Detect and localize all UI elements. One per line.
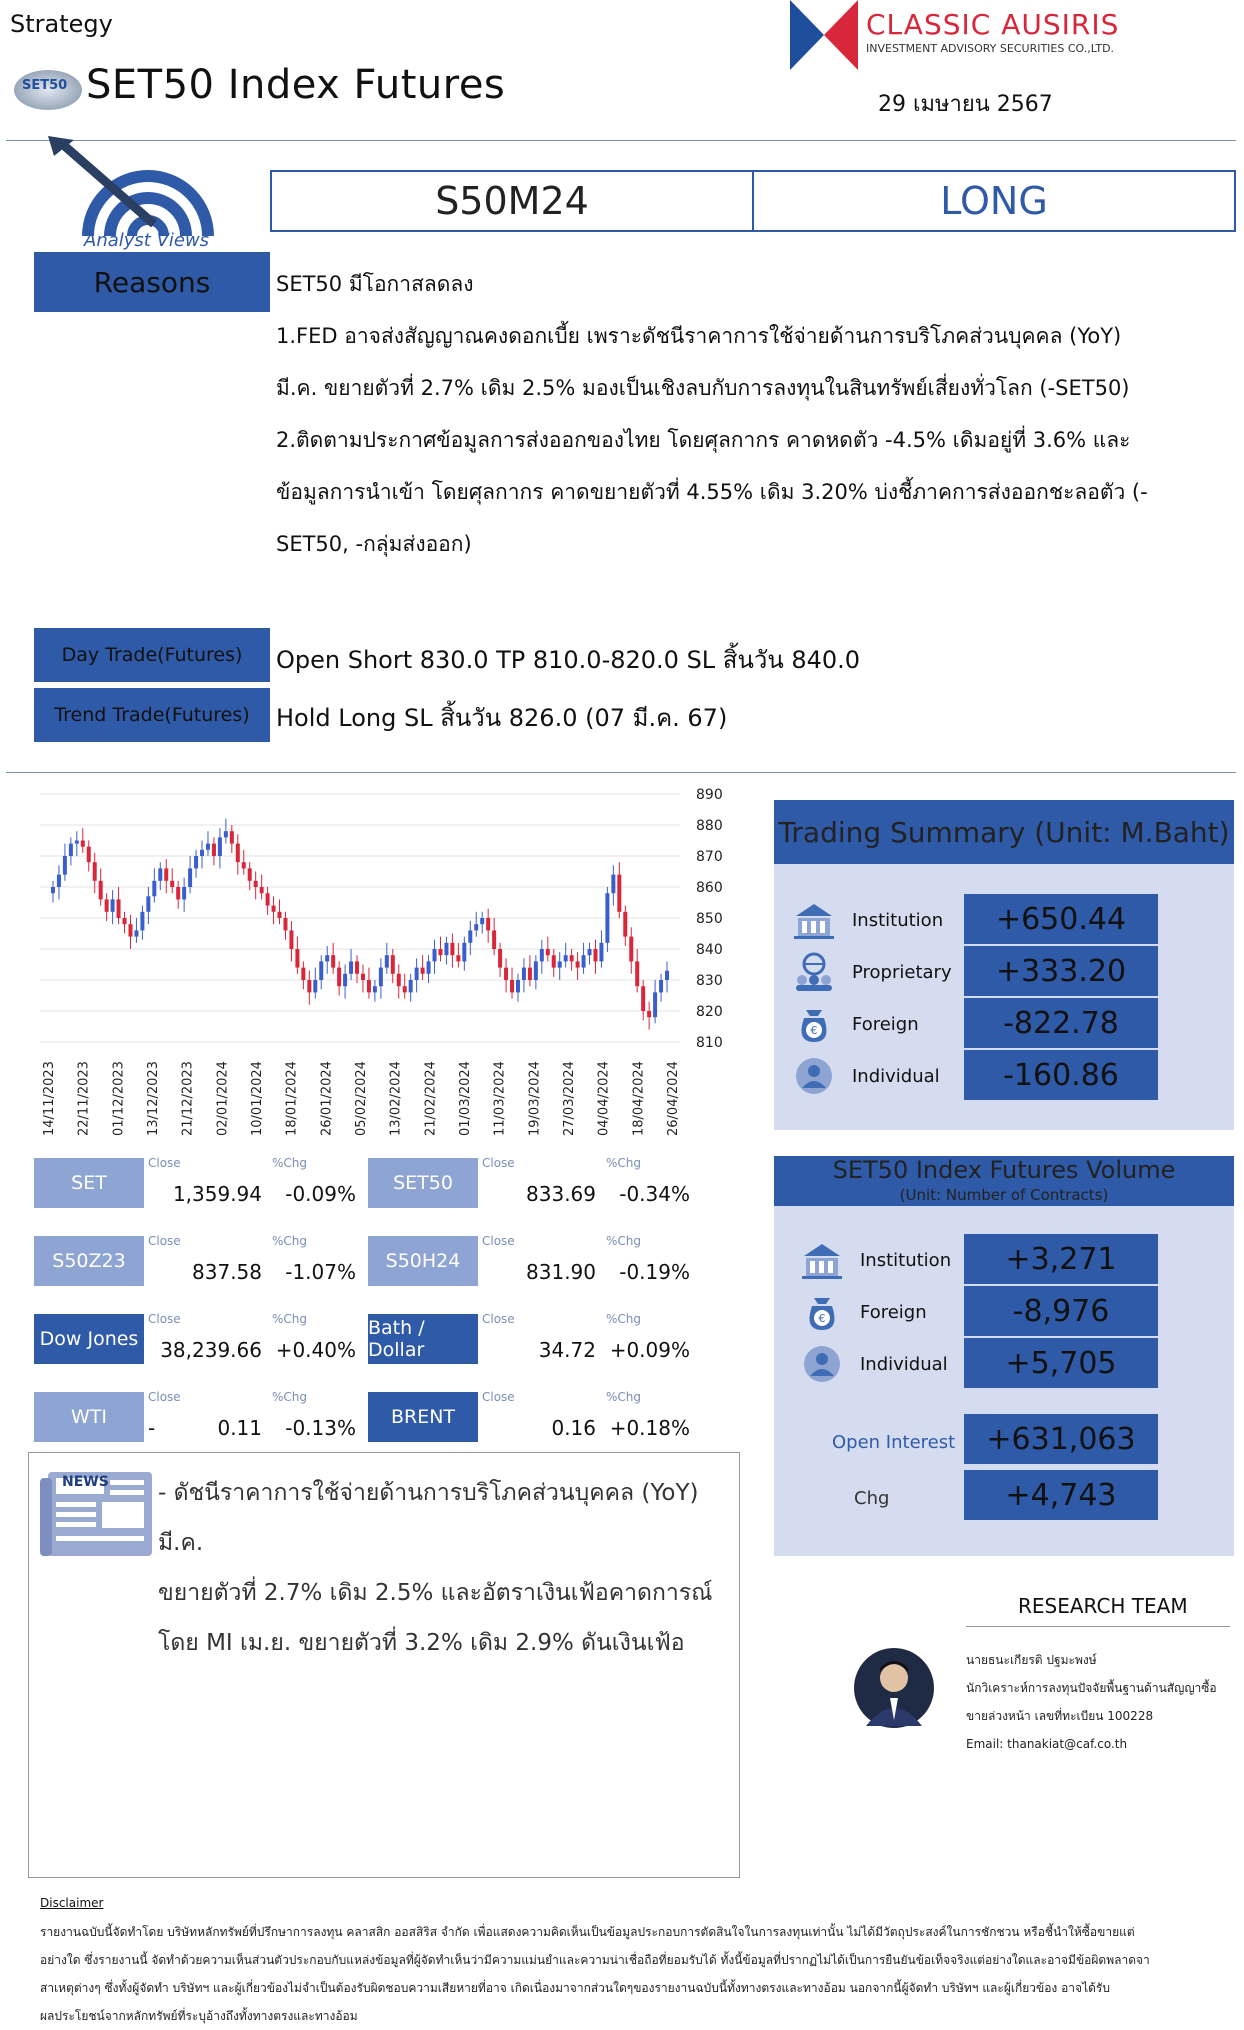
reason-line: 2.ติดตามประกาศข้อมูลการส่งออกของไทย โดยศุลกากร คาดหดตัว -4.5% เดิมอยู่ที่ 3.6% และ bbox=[276, 428, 1131, 452]
candle-body bbox=[105, 899, 109, 911]
x-tick-label: 05/02/2024 bbox=[354, 1061, 369, 1136]
close-value: 1,359.94 bbox=[172, 1182, 262, 1206]
y-tick-label: 860 bbox=[696, 880, 723, 896]
candle-body bbox=[164, 868, 168, 880]
stat-name: BRENT bbox=[368, 1392, 478, 1442]
close-label: Close bbox=[482, 1234, 515, 1248]
candle-body bbox=[373, 986, 377, 992]
y-tick-label: 880 bbox=[696, 818, 723, 834]
candle-body bbox=[117, 899, 121, 918]
news-badge: NEWS bbox=[62, 1474, 109, 1490]
candle-body bbox=[629, 937, 633, 962]
candle-body bbox=[230, 831, 234, 843]
candle-body bbox=[647, 1011, 651, 1017]
x-tick-label: 01/03/2024 bbox=[458, 1061, 473, 1136]
section-label: Strategy bbox=[10, 10, 113, 38]
individual-icon-wrap bbox=[800, 1344, 844, 1388]
close-label: Close bbox=[148, 1390, 181, 1404]
disclaimer-line: ผลประโยชน์จากหลักทรัพย์ที่ระบุอ้างถึงทั้งทางตรงและทางอ้อม bbox=[40, 2009, 358, 2023]
individual-icon bbox=[800, 1344, 844, 1384]
candle-body bbox=[140, 912, 144, 931]
disclaimer-line: สาเหตุต่างๆ ซึ่งทั้งผู้จัดทำ บริษัทฯ และผู้เกี่ยวข้องไม่จำเป็นต้องรับผิดชอบความเสียหายที่อาจ เกิดเนื่องมาจากส่วนใดๆของรายงานฉบับนี้ทั้งทางตรงและทางอ้อม นอกจากนี้ผู้จัดทำ บริษัทฯ และผู้เกี่ยวข้อง อาจได้รับ bbox=[40, 1981, 1110, 1995]
candle-body bbox=[385, 955, 389, 967]
close-label: Close bbox=[482, 1390, 515, 1404]
candle-body bbox=[611, 875, 615, 894]
candle-body bbox=[582, 955, 586, 967]
disclaimer-line: รายงานฉบับนี้จัดทำโดย บริษัทหลักทรัพย์ที่ปรึกษาการลงทุน คลาสสิก ออสสิริส จำกัด เพื่อแสดงความคิดเห็นเป็นข้อมูลประกอบการตัดสินใจในการลงทุนเท่านั้น ไม่ได้มีวัตถุประสงค์ในการชักชวน หรือชี้นำให้ซื้อขายแต่ bbox=[40, 1925, 1135, 1939]
candle-body bbox=[456, 955, 460, 961]
candle-body bbox=[319, 961, 323, 980]
foreign-icon-wrap bbox=[792, 1004, 836, 1048]
candle-body bbox=[540, 949, 544, 961]
research-team-title: RESEARCH TEAM bbox=[1018, 1594, 1188, 1618]
candle-body bbox=[75, 841, 79, 844]
candle-body bbox=[307, 980, 311, 992]
oi-chg-value: +4,743 bbox=[964, 1470, 1158, 1520]
institution-icon bbox=[800, 1240, 844, 1280]
candle-body bbox=[218, 837, 222, 856]
divider bbox=[966, 1626, 1230, 1627]
candle-body bbox=[289, 930, 293, 949]
close-label: Close bbox=[482, 1156, 515, 1170]
candle-body bbox=[480, 918, 484, 924]
divider bbox=[6, 772, 1236, 773]
candle-body bbox=[361, 974, 365, 980]
candle-body bbox=[355, 961, 359, 973]
x-tick-label: 26/01/2024 bbox=[319, 1061, 335, 1136]
candle-body bbox=[206, 844, 210, 850]
x-tick-label: 13/12/2023 bbox=[146, 1061, 161, 1136]
reasons-text bbox=[276, 258, 1226, 570]
candle-body bbox=[176, 887, 180, 899]
candle-body bbox=[665, 971, 669, 980]
row-label: Proprietary bbox=[852, 962, 952, 983]
close-value: 833.69 bbox=[526, 1182, 596, 1206]
row-label: Foreign bbox=[852, 1014, 919, 1035]
stat-name: Dow Jones bbox=[34, 1314, 144, 1364]
candle-body bbox=[224, 831, 228, 837]
volume-subtitle: (Unit: Number of Contracts) bbox=[899, 1186, 1109, 1204]
foreign-icon-wrap bbox=[800, 1292, 844, 1336]
news-line: - ดัชนีราคาการใช้จ่ายด้านการบริโภคส่วนบุคคล (YoY) มี.ค. bbox=[158, 1480, 699, 1556]
candle-body bbox=[444, 943, 448, 955]
candle-body bbox=[266, 893, 270, 905]
set50-futures-logo bbox=[14, 70, 82, 110]
x-tick-label: 26/04/2024 bbox=[666, 1061, 681, 1136]
candle-body bbox=[635, 961, 639, 986]
candle-body bbox=[254, 881, 258, 887]
x-tick-label: 27/03/2024 bbox=[562, 1061, 577, 1136]
report-date: 29 เมษายน 2567 bbox=[878, 92, 1053, 117]
logo-text: SET50 bbox=[22, 78, 68, 93]
close-value: 831.90 bbox=[526, 1260, 596, 1284]
analyst-email: Email: thanakiat@caf.co.th bbox=[966, 1737, 1128, 1751]
news-line: ขยายตัวที่ 2.7% เดิม 2.5% และอัตราเงินเฟ้อคาดการณ์ bbox=[158, 1580, 713, 1606]
candle-body bbox=[260, 887, 264, 893]
y-tick-label: 870 bbox=[696, 849, 723, 865]
candle-body bbox=[498, 949, 502, 968]
institution-icon-wrap bbox=[792, 900, 836, 944]
candle-body bbox=[522, 968, 526, 980]
candle-body bbox=[69, 844, 73, 856]
brand-logo-icon bbox=[790, 0, 858, 70]
candle-body bbox=[599, 943, 603, 962]
candle-body bbox=[564, 955, 568, 961]
stat-name: SET50 bbox=[368, 1158, 478, 1208]
x-tick-label: 01/12/2023 bbox=[111, 1061, 127, 1136]
candle-body bbox=[200, 850, 204, 856]
y-tick-label: 820 bbox=[696, 1004, 723, 1020]
day-trade-text: Open Short 830.0 TP 810.0-820.0 SL สิ้นวัน 840.0 bbox=[276, 646, 861, 674]
reason-line: SET50, -กลุ่มส่งออก) bbox=[276, 532, 472, 556]
chg-label: %Chg bbox=[272, 1312, 308, 1326]
candle-body bbox=[641, 986, 645, 1011]
candle-body bbox=[659, 980, 663, 992]
chg-value: -0.34% bbox=[619, 1182, 690, 1206]
candle-body bbox=[421, 968, 425, 974]
chg-value: -0.09% bbox=[285, 1182, 356, 1206]
institution-icon bbox=[792, 900, 836, 940]
x-tick-label: 02/01/2024 bbox=[215, 1061, 231, 1136]
candle-body bbox=[504, 968, 508, 980]
x-tick-label: 13/02/2024 bbox=[388, 1061, 404, 1136]
individual-icon-wrap bbox=[792, 1056, 836, 1100]
candle-body bbox=[63, 856, 67, 875]
y-tick-label: 890 bbox=[696, 787, 723, 803]
chg-label: %Chg bbox=[606, 1312, 642, 1326]
oi-chg-label: Chg bbox=[854, 1488, 890, 1509]
reason-line: ข้อมูลการนำเข้า โดยศุลกากร คาดขยายตัวที่ 4.55% เดิม 3.20% บ่งชี้ภาคการส่งออกชะลอตัว (- bbox=[276, 480, 1148, 504]
candle-body bbox=[146, 896, 150, 912]
candle-body bbox=[492, 930, 496, 949]
candle-body bbox=[450, 943, 454, 955]
candle-body bbox=[379, 968, 383, 987]
candle-body bbox=[403, 986, 407, 992]
disclaimer-heading: Disclaimer bbox=[40, 1896, 104, 1910]
candle-body bbox=[301, 968, 305, 980]
analyst-license: ขายล่วงหน้า เลขที่ทะเบียน 100228 bbox=[966, 1709, 1154, 1723]
candle-body bbox=[313, 980, 317, 992]
candle-body bbox=[99, 881, 103, 900]
candle-body bbox=[617, 875, 621, 912]
row-label: Institution bbox=[860, 1250, 952, 1271]
candle-body bbox=[123, 918, 127, 924]
x-tick-label: 18/01/2024 bbox=[284, 1061, 300, 1136]
candle-body bbox=[528, 968, 532, 980]
candle-body bbox=[111, 899, 115, 911]
x-tick-label: 04/04/2024 bbox=[596, 1061, 612, 1136]
row-value: +3,271 bbox=[964, 1234, 1158, 1284]
foreign-icon bbox=[800, 1292, 844, 1332]
trading-summary-title: Trading Summary (Unit: M.Baht) bbox=[774, 800, 1234, 864]
individual-icon bbox=[792, 1056, 836, 1096]
analyst-role: นักวิเคราะห์การลงทุนปัจจัยพื้นฐานด้านสัญญาซื้อ bbox=[966, 1681, 1217, 1695]
candle-body bbox=[546, 949, 550, 955]
candle-body bbox=[57, 875, 61, 887]
close-label: Close bbox=[148, 1234, 181, 1248]
candle-body bbox=[337, 968, 341, 987]
row-label: Individual bbox=[852, 1066, 940, 1087]
candle-body bbox=[588, 949, 592, 955]
reason-line: SET50 มีโอกาสลดลง bbox=[276, 272, 474, 296]
candle-body bbox=[576, 961, 580, 967]
disclaimer-text bbox=[40, 1918, 1236, 2030]
open-interest-label: Open Interest bbox=[832, 1432, 956, 1453]
row-value: -8,976 bbox=[964, 1286, 1158, 1336]
chg-value: +0.18% bbox=[609, 1416, 690, 1440]
candle-body bbox=[462, 943, 466, 962]
candle-body bbox=[325, 955, 329, 961]
candle-body bbox=[134, 930, 138, 936]
brand-name: CLASSIC AUSIRIS bbox=[866, 8, 1120, 41]
contract-view: LONG bbox=[940, 179, 1048, 223]
candle-body bbox=[409, 980, 413, 992]
stat-name: S50Z23 bbox=[34, 1236, 144, 1286]
candle-body bbox=[474, 924, 478, 930]
candle-body bbox=[433, 949, 437, 961]
candle-body bbox=[570, 955, 574, 961]
candle-body bbox=[558, 961, 562, 967]
target-icon bbox=[48, 136, 220, 236]
close-prefix: - bbox=[148, 1416, 156, 1440]
proprietary-icon-wrap bbox=[792, 952, 836, 996]
row-value: +5,705 bbox=[964, 1338, 1158, 1388]
close-value: 34.72 bbox=[538, 1338, 596, 1362]
y-tick-label: 840 bbox=[696, 942, 723, 958]
chg-label: %Chg bbox=[606, 1390, 642, 1404]
x-tick-label: 21/02/2024 bbox=[423, 1061, 439, 1136]
y-tick-label: 850 bbox=[696, 911, 723, 927]
candle-body bbox=[653, 992, 657, 1017]
close-label: Close bbox=[148, 1312, 181, 1326]
row-label: Individual bbox=[860, 1354, 948, 1375]
chg-label: %Chg bbox=[272, 1234, 308, 1248]
candle-body bbox=[331, 955, 335, 967]
row-value: -822.78 bbox=[964, 998, 1158, 1048]
row-label: Institution bbox=[852, 910, 944, 931]
close-value: 0.16 bbox=[551, 1416, 596, 1440]
disclaimer-line: อย่างใด ซึ่งรายงานนี้ จัดทำด้วยความเห็นส่วนตัวประกอบกับแหล่งข้อมูลที่ผู้จัดทำเห็นว่ามีความแม่นยำและความน่าเชื่อถือที่ยอมรับได้ ทั้งนี้ข้อมูลที่ปรากฏไม่ได้เป็นการยืนยันข้อเท็จจริงแต่อย่างใดและอาจมีข้อผิดพลาดจา bbox=[40, 1953, 1150, 1967]
analyst-avatar bbox=[852, 1646, 936, 1730]
y-tick-label: 810 bbox=[696, 1035, 723, 1051]
chg-label: %Chg bbox=[606, 1156, 642, 1170]
chg-value: -0.19% bbox=[619, 1260, 690, 1284]
candle-body bbox=[188, 868, 192, 887]
candle-body bbox=[248, 868, 252, 880]
page-title: SET50 Index Futures bbox=[86, 62, 506, 108]
row-value: -160.86 bbox=[964, 1050, 1158, 1100]
y-tick-label: 830 bbox=[696, 973, 723, 989]
candle-body bbox=[152, 881, 156, 897]
institution-icon-wrap bbox=[800, 1240, 844, 1284]
x-tick-label: 10/01/2024 bbox=[250, 1061, 265, 1136]
candle-body bbox=[51, 887, 55, 893]
news-line: โดย MI เม.ย. ขยายตัวที่ 3.2% เดิม 2.9% ดันเงินเฟ้อ bbox=[158, 1630, 685, 1656]
chg-value: -0.13% bbox=[285, 1416, 356, 1440]
candle-body bbox=[593, 949, 597, 961]
x-tick-label: 19/03/2024 bbox=[527, 1061, 543, 1136]
candle-body bbox=[278, 912, 282, 918]
candle-body bbox=[295, 949, 299, 968]
stat-name: WTI bbox=[34, 1392, 144, 1442]
candle-body bbox=[283, 918, 287, 930]
candle-body bbox=[170, 881, 174, 887]
chg-label: %Chg bbox=[272, 1390, 308, 1404]
candle-body bbox=[194, 856, 198, 868]
candle-body bbox=[212, 844, 216, 856]
chg-value: -1.07% bbox=[285, 1260, 356, 1284]
volume-title: SET50 Index Futures Volume bbox=[832, 1156, 1176, 1184]
candle-body bbox=[182, 887, 186, 899]
candle-body bbox=[87, 847, 91, 863]
close-value: 0.11 bbox=[217, 1416, 262, 1440]
chg-value: +0.40% bbox=[275, 1338, 356, 1362]
candle-body bbox=[397, 974, 401, 986]
stat-name: Bath / Dollar bbox=[368, 1314, 478, 1364]
candle-body bbox=[128, 924, 132, 936]
close-value: 837.58 bbox=[192, 1260, 262, 1284]
candle-body bbox=[93, 862, 97, 881]
close-label: Close bbox=[148, 1156, 181, 1170]
row-value: +650.44 bbox=[964, 894, 1158, 944]
set50-candlestick-chart bbox=[30, 780, 750, 1140]
candle-body bbox=[510, 980, 514, 992]
stat-name: S50H24 bbox=[368, 1236, 478, 1286]
candle-body bbox=[236, 844, 240, 863]
news-text bbox=[158, 1468, 738, 1668]
svg-text:€: € bbox=[818, 1312, 826, 1325]
candle-body bbox=[272, 906, 276, 912]
x-tick-label: 11/03/2024 bbox=[492, 1061, 508, 1136]
stat-name: SET bbox=[34, 1158, 144, 1208]
candle-body bbox=[516, 980, 520, 992]
analyst-info bbox=[966, 1646, 1217, 1758]
candle-body bbox=[468, 930, 472, 942]
candle-body bbox=[438, 949, 442, 955]
candle-body bbox=[427, 961, 431, 973]
candle-body bbox=[81, 841, 85, 847]
open-interest-value: +631,063 bbox=[964, 1414, 1158, 1464]
reason-line: มี.ค. ขยายตัวที่ 2.7% เดิม 2.5% มองเป็นเชิงลบกับการลงทุนในสินทรัพย์เสี่ยงทั่วโลก (-SET50) bbox=[276, 376, 1130, 400]
x-tick-label: 21/12/2023 bbox=[180, 1061, 196, 1136]
chg-label: %Chg bbox=[272, 1156, 308, 1170]
trend-trade-label: Trend Trade(Futures) bbox=[34, 688, 270, 742]
trend-trade-text: Hold Long SL สิ้นวัน 826.0 (07 มี.ค. 67) bbox=[276, 704, 728, 732]
candle-body bbox=[391, 955, 395, 974]
svg-text:€: € bbox=[810, 1024, 818, 1037]
candle-body bbox=[534, 961, 538, 980]
analyst-views-label: Analyst Views bbox=[84, 230, 210, 251]
close-value: 38,239.66 bbox=[160, 1338, 262, 1362]
reason-line: 1.FED อาจส่งสัญญาณคงดอกเบี้ย เพราะดัชนีราคาการใช้จ่ายด้านการบริโภคส่วนบุคคล (YoY) bbox=[276, 324, 1122, 348]
close-label: Close bbox=[482, 1312, 515, 1326]
reasons-label: Reasons bbox=[34, 252, 270, 312]
row-label: Foreign bbox=[860, 1302, 927, 1323]
day-trade-label: Day Trade(Futures) bbox=[34, 628, 270, 682]
candle-body bbox=[158, 868, 162, 880]
chg-label: %Chg bbox=[606, 1234, 642, 1248]
candle-body bbox=[552, 955, 556, 967]
brand-subtitle: INVESTMENT ADVISORY SECURITIES CO.,LTD. bbox=[866, 42, 1115, 55]
candle-body bbox=[343, 974, 347, 986]
foreign-icon bbox=[792, 1004, 836, 1044]
candle-body bbox=[605, 893, 609, 943]
candle-body bbox=[367, 980, 371, 992]
proprietary-icon bbox=[792, 952, 836, 992]
analyst-name: นายธนะเกียรติ ปฐมะพงษ์ bbox=[966, 1653, 1097, 1667]
candle-body bbox=[349, 961, 353, 973]
contract-view-box bbox=[270, 170, 1236, 232]
row-value: +333.20 bbox=[964, 946, 1158, 996]
candle-body bbox=[415, 968, 419, 980]
candle-body bbox=[623, 912, 627, 937]
x-tick-label: 14/11/2023 bbox=[42, 1061, 57, 1136]
candle-body bbox=[486, 918, 490, 930]
contract-symbol: S50M24 bbox=[272, 172, 754, 230]
chg-value: +0.09% bbox=[609, 1338, 690, 1362]
x-tick-label: 22/11/2023 bbox=[76, 1061, 92, 1136]
x-tick-label: 18/04/2024 bbox=[631, 1061, 647, 1136]
candle-body bbox=[242, 862, 246, 868]
